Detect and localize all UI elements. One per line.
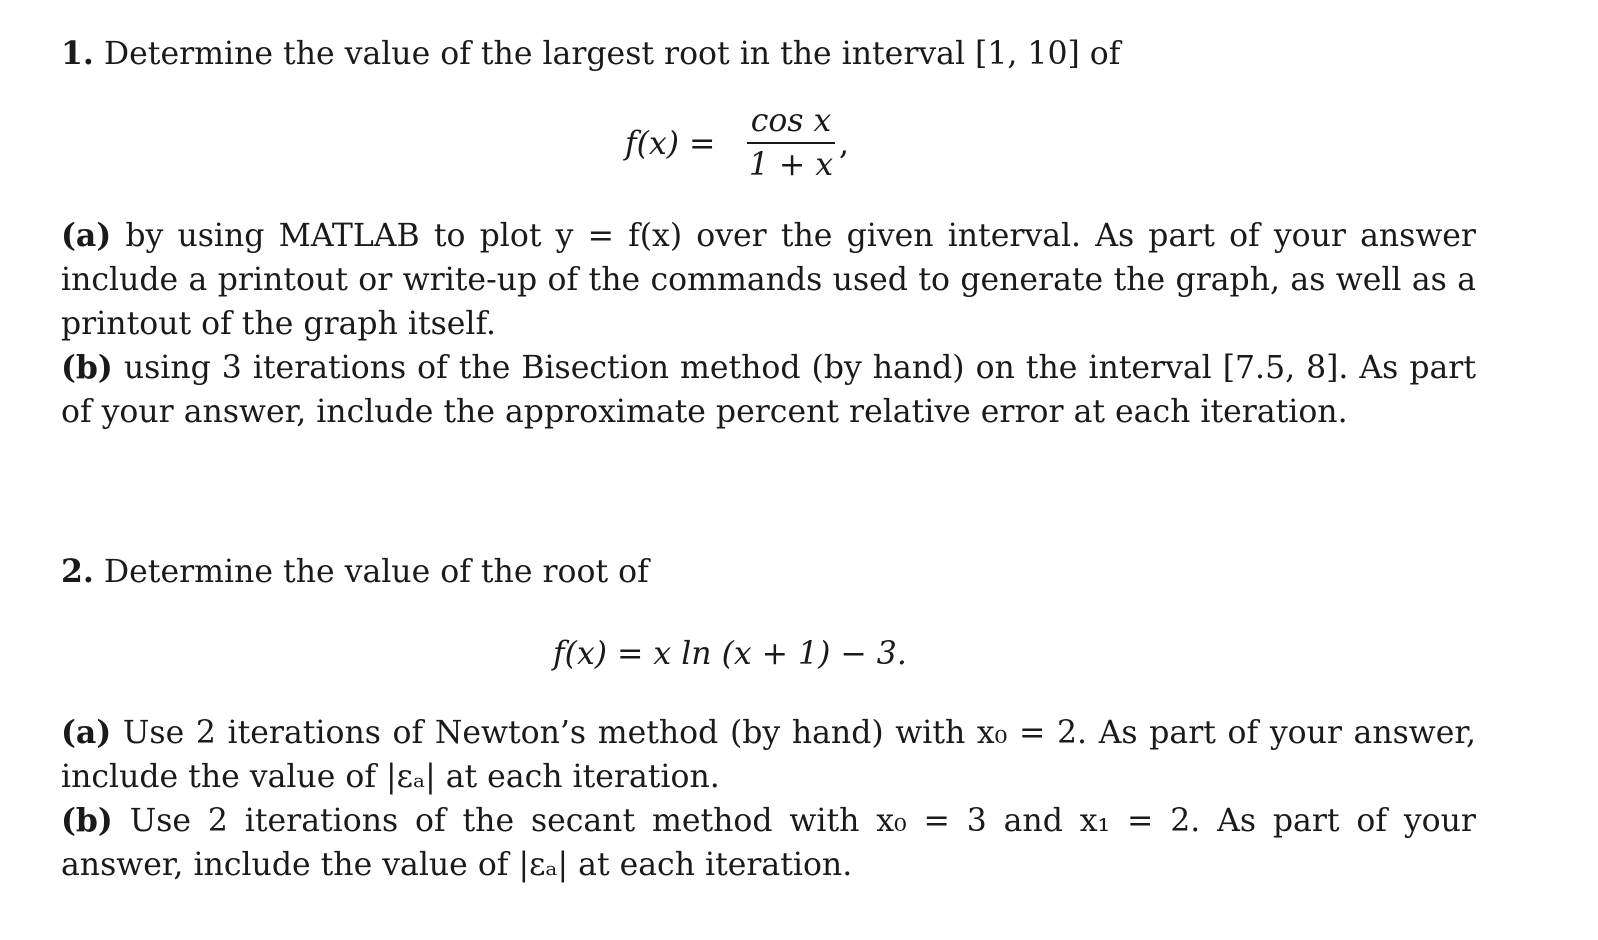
problem1-equation-numerator: cos x xyxy=(750,103,832,139)
problem2-intro-text: Determine the value of the root of xyxy=(103,554,649,590)
problem1-part-a-label: (a) xyxy=(61,217,112,254)
problem1-equation-fraction xyxy=(747,102,835,184)
problem2-part-a-label: (a) xyxy=(61,714,112,751)
problem1-part-a xyxy=(61,214,1476,346)
problem1-part-b-text: using 3 iterations of the Bisection method (by hand) on the interval [7.5, 8]. As part of your answer, include the approximate percent relative error at each iteration. xyxy=(61,350,1476,430)
problem1-intro xyxy=(61,32,1476,76)
problem2-part-b xyxy=(61,799,1476,887)
problem1-part-b xyxy=(61,346,1476,434)
problem2-equation: f(x) = x ln (x + 1) − 3. xyxy=(553,636,907,672)
problem2-part-a xyxy=(61,711,1476,799)
problem1-equation-comma: , xyxy=(839,126,850,162)
problem1-intro-text: Determine the value of the largest root in the interval [1, 10] of xyxy=(103,36,1121,72)
problem1-equation-denominator: 1 + x xyxy=(748,147,834,183)
problem1-part-a-text: by using MATLAB to plot y = f(x) over the given interval. As part of your answer include a printout or write-up of the commands used to generate the graph, as well as a printout of the graph itself. xyxy=(61,218,1476,342)
problem1-part-b-label: (b) xyxy=(61,349,113,386)
problem1-number: 1. xyxy=(61,35,94,72)
fraction-bar xyxy=(747,142,835,144)
problem2-part-a-text: Use 2 iterations of Newton’s method (by hand) with x₀ = 2. As part of your answer, include the value of |εₐ| at each iteration. xyxy=(61,715,1477,795)
problem2-part-b-text: Use 2 iterations of the secant method with x₀ = 3 and x₁ = 2. As part of your answer, include the value of |εₐ| at each iteration. xyxy=(61,803,1476,883)
problem2-intro xyxy=(61,550,1476,594)
problem1-equation-lhs: f(x) = xyxy=(625,126,716,162)
problem2-number: 2. xyxy=(61,553,94,590)
problem2-part-b-label: (b) xyxy=(61,802,113,839)
